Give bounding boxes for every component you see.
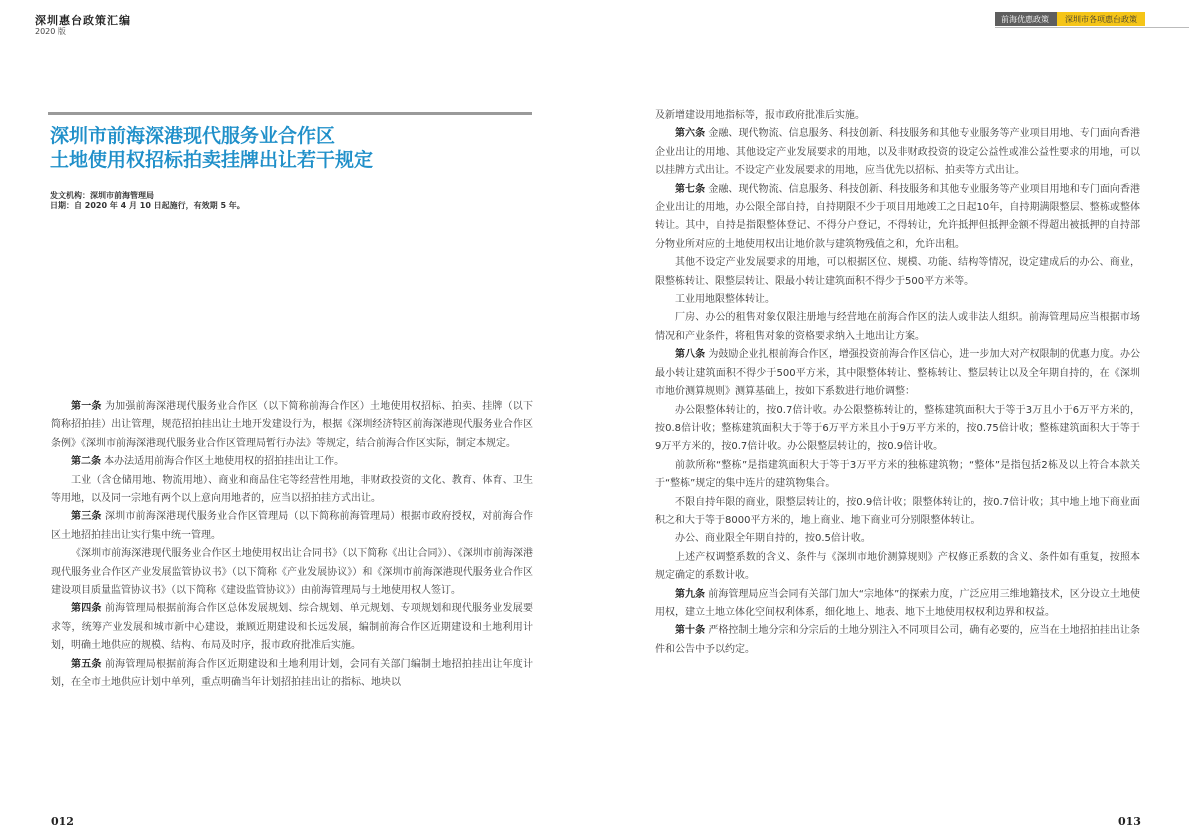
paragraph-text: 工业（含仓储用地、物流用地）、商业和商品住宅等经营性用地，非财政投资的文化、教育、体育、卫生等用地，以及同一宗地有两个以上意向用地者的，应当以招拍挂方式出让。 bbox=[51, 474, 533, 505]
title-line-1: 深圳市前海深港现代服务业合作区 bbox=[50, 125, 336, 147]
paragraph bbox=[51, 600, 533, 655]
paragraph bbox=[655, 402, 1140, 457]
paragraph bbox=[51, 545, 533, 600]
paragraph-text: 深圳市前海深港现代服务业合作区管理局（以下简称前海管理局）根据市政府授权，对前海合作区土地招拍挂出让实行集中统一管理。 bbox=[51, 511, 533, 541]
document-meta bbox=[50, 191, 245, 211]
tab-qianhai-policies[interactable]: 前海优惠政策 bbox=[995, 12, 1057, 26]
tab-shenzhen-policies[interactable]: 深圳市各项惠台政策 bbox=[1057, 12, 1145, 26]
issuer: 发文机构：深圳市前海管理局 bbox=[50, 191, 154, 200]
document-title bbox=[50, 124, 520, 172]
paragraph bbox=[655, 622, 1140, 659]
paragraph-text: 金融、现代物流、信息服务、科技创新、科技服务和其他专业服务等产业项目用地和专门面向香港企业出让的用地，办公限全部自持，自持期限不少于项目用地竣工之日起10年，自持期满限整层、整栋或整体转让。其中，自持是指限整体登记、不得分户登记，不得转让，允许抵押但抵押金额不得超出被抵押的自持部分物业所对应的土地使用权出让地价款与建筑物残值之和，允许出租。 bbox=[655, 183, 1140, 250]
paragraph-text: 办公、商业限全年期自持的，按0.5倍计收。 bbox=[675, 533, 871, 545]
paragraph-text: 及新增建设用地指标等，报市政府批准后实施。 bbox=[655, 110, 865, 121]
left-column bbox=[51, 398, 533, 693]
header-rule bbox=[995, 27, 1189, 28]
paragraph bbox=[655, 457, 1140, 494]
page-number-right: 013 bbox=[1118, 815, 1141, 828]
article-number: 第八条 bbox=[675, 349, 706, 361]
paragraph bbox=[655, 291, 1140, 309]
effective-date: 日期：自 2020 年 4 月 10 日起施行，有效期 5 年。 bbox=[50, 201, 245, 210]
paragraph bbox=[655, 494, 1140, 531]
paragraph-text: 为鼓励企业扎根前海合作区，增强投资前海合作区信心，进一步加大对产权限制的优惠力度。办公最小转让建筑面积不得少于500平方米，其中限整体转让、整栋转让、整层转让以及全年期自持的，在《深圳市地价测算规则》测算基础上，按如下系数进行地价调整： bbox=[655, 349, 1140, 398]
article-number: 第二条 bbox=[71, 456, 101, 468]
paragraph bbox=[655, 346, 1140, 401]
title-line-2: 土地使用权招标拍卖挂牌出让若干规定 bbox=[50, 149, 374, 171]
paragraph-text: 工业用地限整体转让。 bbox=[675, 294, 775, 306]
paragraph-text: 前海管理局根据前海合作区近期建设和土地利用计划，会同有关部门编制土地招拍挂出让年度计划，在全市土地供应计划中单列，重点明确当年计划招拍挂出让的指标、地块以 bbox=[51, 658, 533, 689]
page-number-left: 012 bbox=[51, 815, 74, 828]
paragraph bbox=[655, 309, 1140, 346]
paragraph-text: 前海管理局根据前海合作区总体发展规划、综合规划、单元规划、专项规划和现代服务业发展要求等，统筹产业发展和城市新中心建设，兼顾近期建设和长远发展，编制前海合作区近期建设和土地利用计划，明确土地供应的规模、结构、布局及时序，报市政府批准后实施。 bbox=[51, 603, 533, 652]
article-number: 第四条 bbox=[71, 603, 102, 615]
paragraph bbox=[655, 586, 1140, 623]
article-number: 第一条 bbox=[71, 401, 102, 412]
paragraph bbox=[655, 107, 1140, 125]
article-number: 第九条 bbox=[675, 588, 706, 600]
paragraph-text: 前海管理局应当会同有关部门加大“宗地体”的探索力度，广泛应用三维地籍技术，区分设立土地使用权，建立土地立体化空间权利体系，细化地上、地表、地下土地使用权权利边界和权益。 bbox=[655, 588, 1140, 618]
paragraph-text: 金融、现代物流、信息服务、科技创新、科技服务和其他专业服务等产业项目用地、专门面向香港企业出让的用地、其他设定产业发展要求的用地，以及非财政投资的设定公益性或准公益性要求的用地，可以以挂牌方式出让。不设定产业发展要求的用地，应当优先以招标、拍卖等方式出让。 bbox=[655, 128, 1140, 177]
paragraph-text: 《深圳市前海深港现代服务业合作区土地使用权出让合同书》（以下简称《出让合同》）、《深圳市前海深港现代服务业合作区产业发展监管协议书》（以下简称《产业发展协议》）和《深圳市前海深港现代服务业合作区建设项目质量监管协议书》（以下简称《建设监管协议》）由前海管理局与土地使用权人签订。 bbox=[51, 548, 533, 597]
paragraph bbox=[655, 254, 1140, 291]
paragraph bbox=[655, 549, 1140, 586]
header-publication-title: 深圳惠台政策汇编 bbox=[35, 14, 131, 27]
right-column bbox=[655, 107, 1140, 659]
article-number: 第六条 bbox=[675, 128, 706, 140]
paragraph-text: 本办法适用前海合作区土地使用权的招拍挂出让工作。 bbox=[101, 456, 345, 468]
paragraph-text: 严格控制土地分宗和分宗后的土地分别注入不同项目公司，确有必要的，应当在土地招拍挂出让条件和公告中予以约定。 bbox=[655, 625, 1140, 655]
paragraph-text: 不限自持年限的商业，限整层转让的，按0.9倍计收；限整体转让的，按0.7倍计收；其中地上地下商业面积之和大于等于8000平方米的，地上商业、地下商业可分别限整体转让。 bbox=[655, 496, 1140, 526]
paragraph bbox=[51, 508, 533, 545]
paragraph-text: 为加强前海深港现代服务业合作区（以下简称前海合作区）土地使用权招标、拍卖、挂牌（以下简称招拍挂）出让管理，规范招拍挂出让土地开发建设行为，根据《深圳经济特区前海深港现代服务业合作区条例》《深圳市前海深港现代服务业合作区管理局暂行办法》等规定，结合前海合作区实际，制定本规定。 bbox=[51, 401, 533, 449]
paragraph bbox=[51, 656, 533, 693]
paragraph-text: 其他不设定产业发展要求的用地，可以根据区位、规模、功能、结构等情况，设定建成后的办公、商业，限整栋转让、限整层转让、限最小转让建筑面积不得少于500平方米等。 bbox=[655, 257, 1140, 287]
header-edition-year: 2020 版 bbox=[35, 27, 66, 36]
paragraph bbox=[51, 398, 533, 453]
paragraph bbox=[655, 530, 1140, 548]
paragraph bbox=[655, 181, 1140, 255]
article-number: 第十条 bbox=[675, 625, 706, 637]
article-number: 第三条 bbox=[71, 511, 102, 523]
article-number: 第五条 bbox=[71, 658, 102, 670]
paragraph bbox=[655, 125, 1140, 180]
title-bar bbox=[48, 112, 532, 115]
paragraph bbox=[51, 453, 533, 471]
paragraph-text: 办公限整体转让的，按0.7倍计收。办公限整栋转让的，整栋建筑面积大于等于3万且小于6万平方米的，按0.8倍计收；整栋建筑面积大于等于6万平方米且小于9万平方米的，按0.75倍计收；整栋建筑面积大于等于9万平方米的，按0.7倍计收。办公限整层转让的，按0.9倍计收。 bbox=[655, 404, 1140, 453]
paragraph-text: 上述产权调整系数的含义、条件与《深圳市地价测算规则》产权修正系数的含义、条件如有重复，按照本规定确定的系数计收。 bbox=[655, 551, 1140, 582]
paragraph-text: 前款所称“整栋”是指建筑面积大于等于3万平方米的独栋建筑物；“整体”是指包括2栋及以上符合本款关于“整栋”规定的集中连片的建筑物集合。 bbox=[655, 459, 1140, 490]
header-tabs bbox=[995, 12, 1145, 26]
paragraph-text: 厂房、办公的租售对象仅限注册地与经营地在前海合作区的法人或非法人组织。前海管理局应当根据市场情况和产业条件，将租售对象的资格要求纳入土地出让方案。 bbox=[655, 312, 1140, 342]
article-number: 第七条 bbox=[675, 183, 706, 195]
paragraph bbox=[51, 472, 533, 509]
